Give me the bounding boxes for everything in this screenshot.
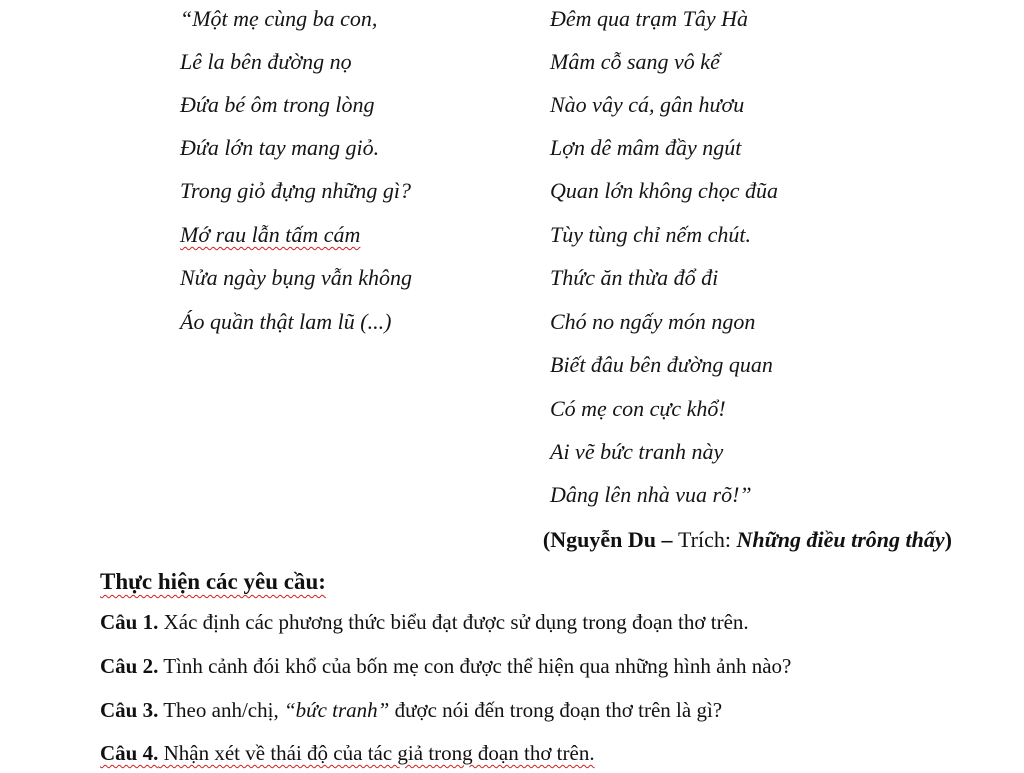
poem-source xyxy=(543,527,952,553)
poem-right-line-12: Dâng lên nhà vua rõ!” xyxy=(550,482,752,507)
question-text: Nhận xét về thái độ của tác giả trong đoạn thơ trên. xyxy=(158,741,595,765)
poem-right-line-3: Nào vây cá, gân hươu xyxy=(550,92,745,117)
poem-left-line-4: Đứa lớn tay mang giỏ. xyxy=(180,135,380,160)
question-label: Câu 1. xyxy=(100,610,159,634)
poem-right-line-2: Mâm cỗ sang vô kể xyxy=(550,49,720,74)
question-text: Theo anh/chị, xyxy=(158,698,284,722)
poem-left-line-8: Áo quần thật lam lũ (...) xyxy=(180,309,392,334)
poem-left-line-5: Trong giỏ đựng những gì? xyxy=(180,178,411,203)
poem-right-line-10: Có mẹ con cực khổ! xyxy=(550,396,726,421)
question-text: Xác định các phương thức biểu đạt được sử dụng trong đoạn thơ trên. xyxy=(158,610,749,634)
question-text: Tình cảnh đói khổ của bốn mẹ con được thể hiện qua những hình ảnh nào? xyxy=(158,654,792,678)
question-quote: “bức tranh” xyxy=(283,698,390,722)
question-4 xyxy=(100,740,595,766)
question-text-end: được nói đến trong đoạn thơ trên là gì? xyxy=(389,698,723,722)
question-2 xyxy=(100,653,791,679)
poem-left-line-1: “Một mẹ cùng ba con, xyxy=(180,6,378,31)
source-close-paren: ) xyxy=(944,527,952,552)
poem-left-line-2: Lê la bên đường nọ xyxy=(180,49,352,74)
source-open-paren: ( xyxy=(542,527,551,552)
poem-right-line-4: Lợn dê mâm đầy ngút xyxy=(550,135,742,160)
poem-right-line-5: Quan lớn không chọc đũa xyxy=(550,178,779,203)
question-label: Câu 4. xyxy=(100,741,159,765)
task-heading: Thực hiện các yêu cầu: xyxy=(100,569,326,594)
poem-left-line-7: Nửa ngày bụng vẫn không xyxy=(180,265,412,290)
source-work-title: Những điều trông thấy xyxy=(736,527,945,552)
poem-right-line-9: Biết đâu bên đường quan xyxy=(550,352,773,377)
question-label: Câu 2. xyxy=(100,654,159,678)
question-1 xyxy=(100,609,749,635)
question-label: Câu 3. xyxy=(100,698,159,722)
poem-right-line-6: Tùy tùng chỉ nếm chút. xyxy=(550,222,752,247)
poem-right-line-8: Chó no ngấy món ngon xyxy=(550,309,756,334)
source-dash: – xyxy=(656,527,678,552)
poem-left-line-3: Đứa bé ôm trong lòng xyxy=(180,92,375,117)
source-label: Trích: xyxy=(678,527,737,552)
source-author: Nguyễn Du xyxy=(550,527,656,552)
poem-right-line-7: Thức ăn thừa đổ đi xyxy=(550,265,719,290)
poem-right-line-1: Đêm qua trạm Tây Hà xyxy=(550,6,748,31)
poem-right-line-11: Ai vẽ bức tranh này xyxy=(550,439,724,464)
question-3 xyxy=(100,697,722,723)
poem-left-line-6: Mớ rau lẫn tấm cám xyxy=(180,222,361,247)
